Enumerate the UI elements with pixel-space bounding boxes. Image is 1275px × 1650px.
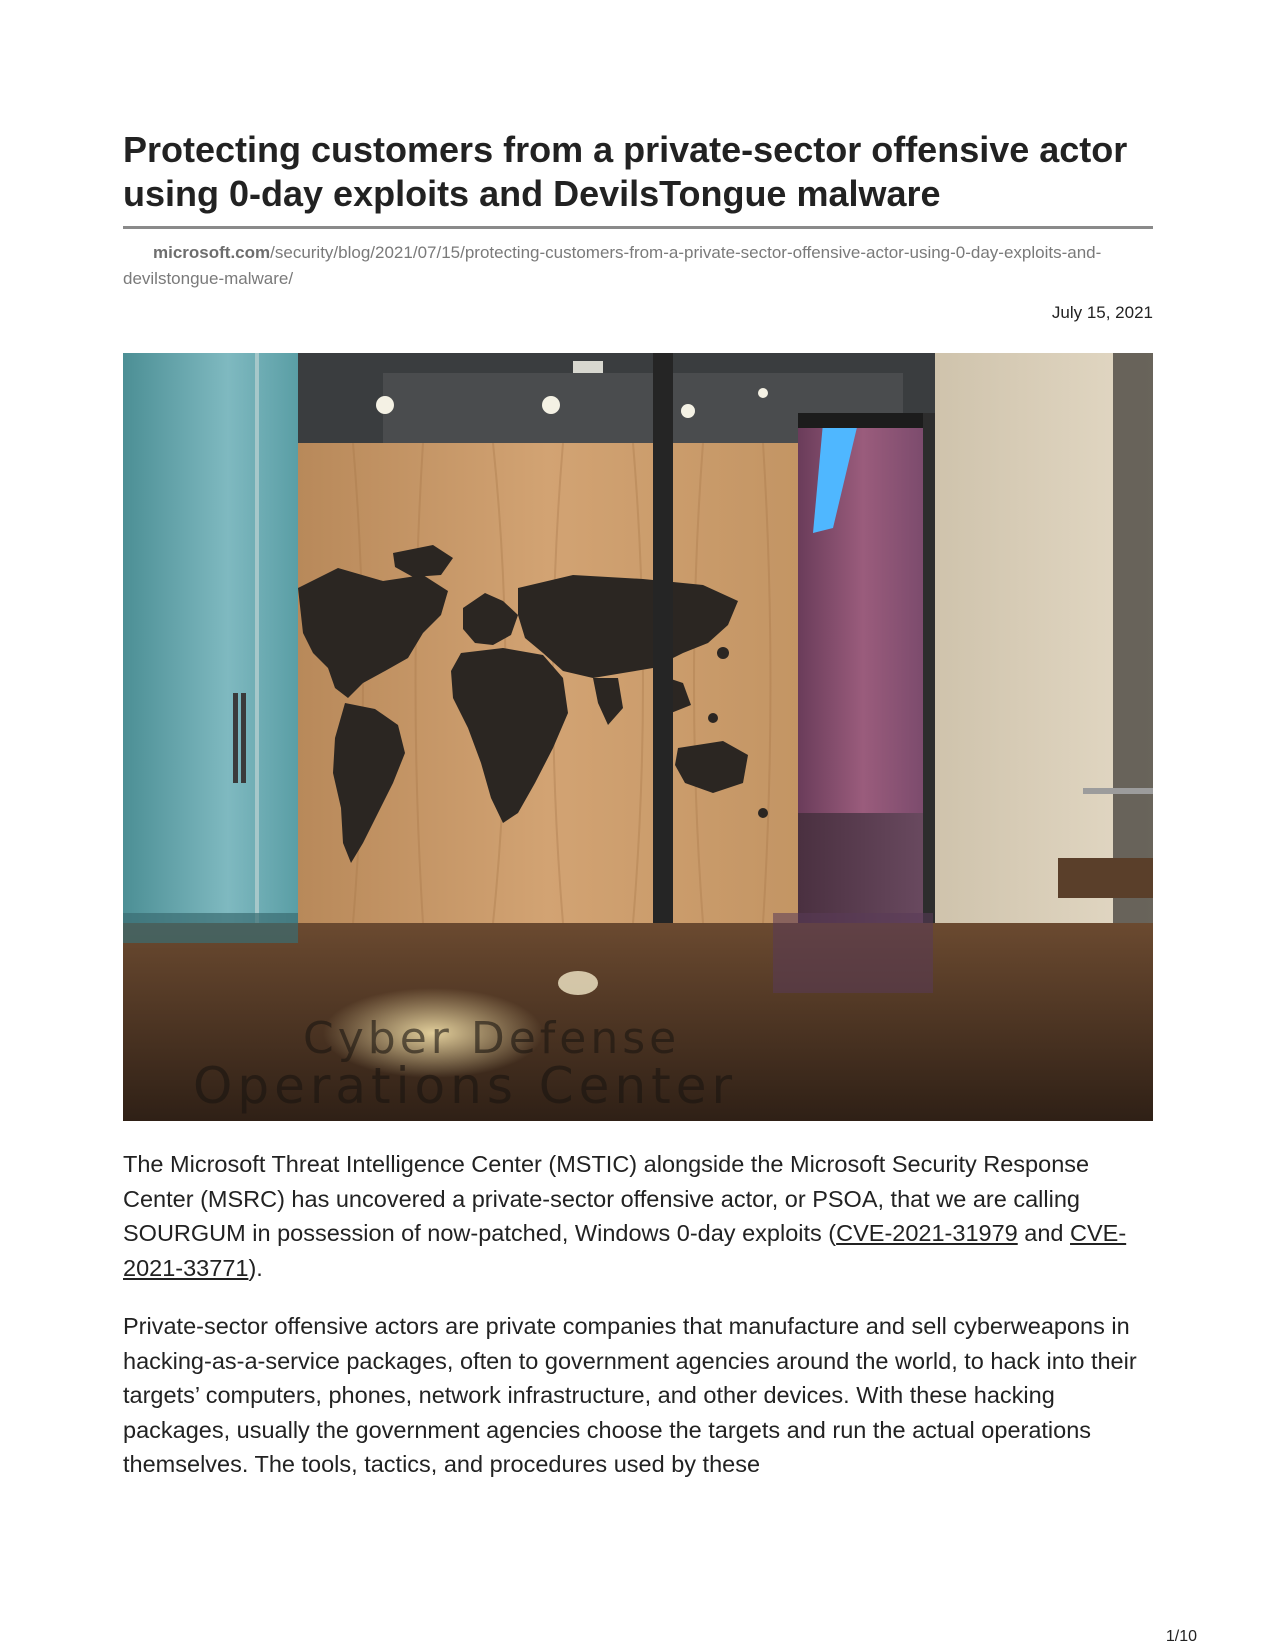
psoa-paragraph: Private-sector offensive actors are private companies that manufacture and sell cyberweapons in hacking-as-a-service packages, often to government agencies around the world, to hack into their targets’ computers, phones, network infrastructure, and other devices. With these hacking packages, usually the government agencies choose the targets and run the actual operations themselves. The tools, tactics, and procedures used by these	[123, 1313, 1137, 1477]
hero-image	[123, 353, 1153, 1121]
publish-date: July 15, 2021	[1051, 303, 1153, 322]
floor-text-line1: Cyber Defense	[303, 1013, 681, 1064]
cve-link-33771[interactable]: CVE-2021-33771	[123, 1220, 1127, 1281]
intro-text-before: The Microsoft Threat Intelligence Center (MSTIC) alongside the Microsoft Security Response Center (MSRC) has uncovered a private-sector offensive actor, or PSOA, that we are calling SOURGUM in possession of now-patched, Windows 0-day exploits (	[123, 1151, 1090, 1246]
intro-paragraph	[123, 1147, 1163, 1285]
title-divider	[123, 226, 1153, 229]
intro-text-middle: and	[1017, 1220, 1071, 1246]
source-path[interactable]: /security/blog/2021/07/15/protecting-customers-from-a-private-sector-offensive-actor-using-0-day-exploits-and-devilstongue-malware/	[123, 243, 1102, 288]
floor-text-line2: Operations Center	[193, 1057, 738, 1115]
cve-link-31979[interactable]: CVE-2021-31979	[836, 1220, 1018, 1246]
source-url[interactable]	[123, 240, 1153, 292]
article-title: Protecting customers from a private-sector offensive actor using 0-day exploits and DevilsTongue malware	[123, 129, 1128, 214]
intro-text-after: ).	[248, 1254, 263, 1281]
page-number: 1/10	[1165, 1628, 1197, 1645]
source-domain[interactable]: microsoft.com	[153, 243, 271, 262]
